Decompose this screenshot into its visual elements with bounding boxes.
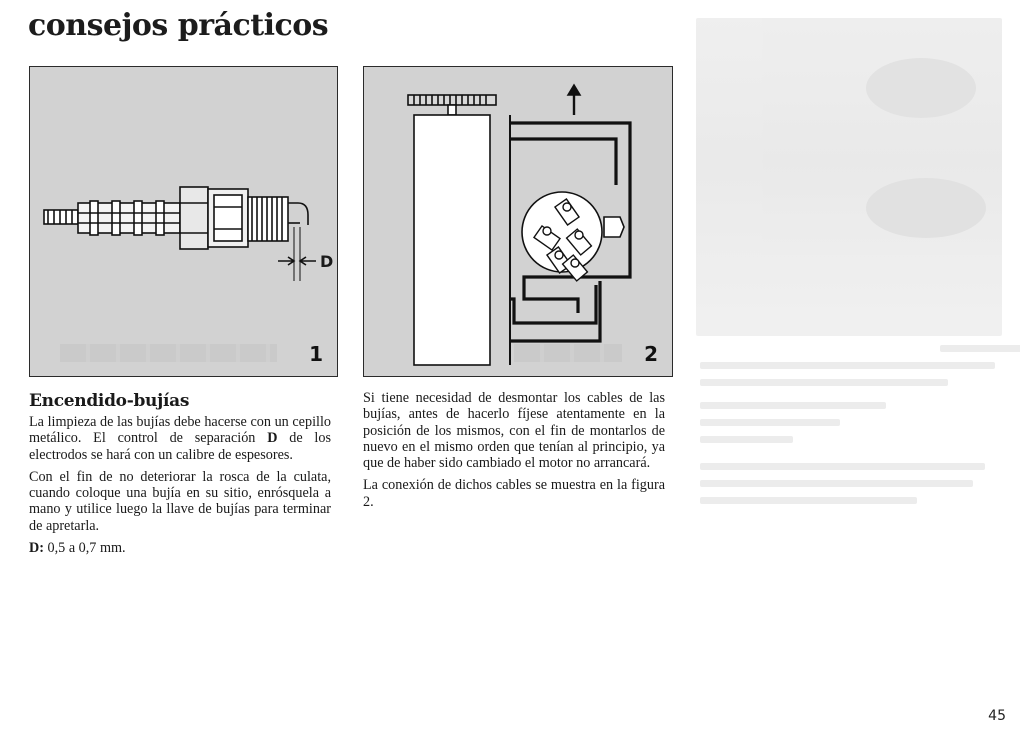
paragraph-cables: Si tiene necesidad de desmontar los cables de las bujías, antes de hacerlo fíjese atentamente en la posición de los mismos, con el fin de montarlos de nuevo en el mismo orden que tenían al principio, ya que de haber sido cambiado el motor no arrancará. (363, 390, 665, 472)
figure-2-wiring-diagram (363, 66, 673, 377)
right-text-column (363, 390, 665, 516)
gap-specification (29, 540, 331, 556)
paragraph-cleaning (29, 414, 331, 463)
paragraph-cleaning-text-1: La limpieza de las bujías debe hacerse con un cepillo metálico. El control de separación (29, 414, 331, 447)
spark-plug-hex (180, 187, 208, 249)
section-heading: Encendido-bujías (29, 391, 190, 411)
spark-plug-illustration (30, 67, 336, 375)
gap-spec-label: D: (29, 540, 44, 557)
figure-1-number: 1 (309, 342, 323, 366)
paragraph-thread: Con el fin de no deteriorar la rosca de la culata, cuando coloque una bujía en su sitio, enrósquela a mano y utilice luego la llave de bujías para terminar de apretarla. (29, 468, 331, 534)
page-number: 45 (988, 708, 1006, 724)
faded-text-bleed-through (700, 345, 1010, 514)
paragraph-figure-reference: La conexión de dichos cables se muestra en la figura 2. (363, 477, 665, 510)
cable-2 (510, 139, 616, 185)
engine-block (414, 115, 490, 365)
spark-plug-terminal (44, 210, 78, 224)
left-text-column (29, 390, 331, 562)
wiring-diagram-illustration (364, 67, 671, 375)
engine-top-plate (408, 95, 496, 105)
page-title: consejos prácticos (28, 8, 329, 43)
gap-label: D (320, 252, 334, 271)
paragraph-cleaning-text-2: de los electrodos se hará con un calibre de espesores. (29, 430, 331, 463)
gap-spec-value: 0,5 a 0,7 mm. (43, 540, 126, 557)
figure-2-ghost-text (514, 344, 622, 362)
coil-lead (604, 217, 624, 237)
gap-symbol: D (267, 430, 278, 447)
figure-1-ghost-text (60, 344, 277, 362)
faded-photo-bleed-through (696, 18, 1002, 336)
figure-1-spark-plug (29, 66, 338, 377)
spark-plug-electrode (288, 203, 308, 225)
figure-2-number: 2 (644, 342, 658, 366)
